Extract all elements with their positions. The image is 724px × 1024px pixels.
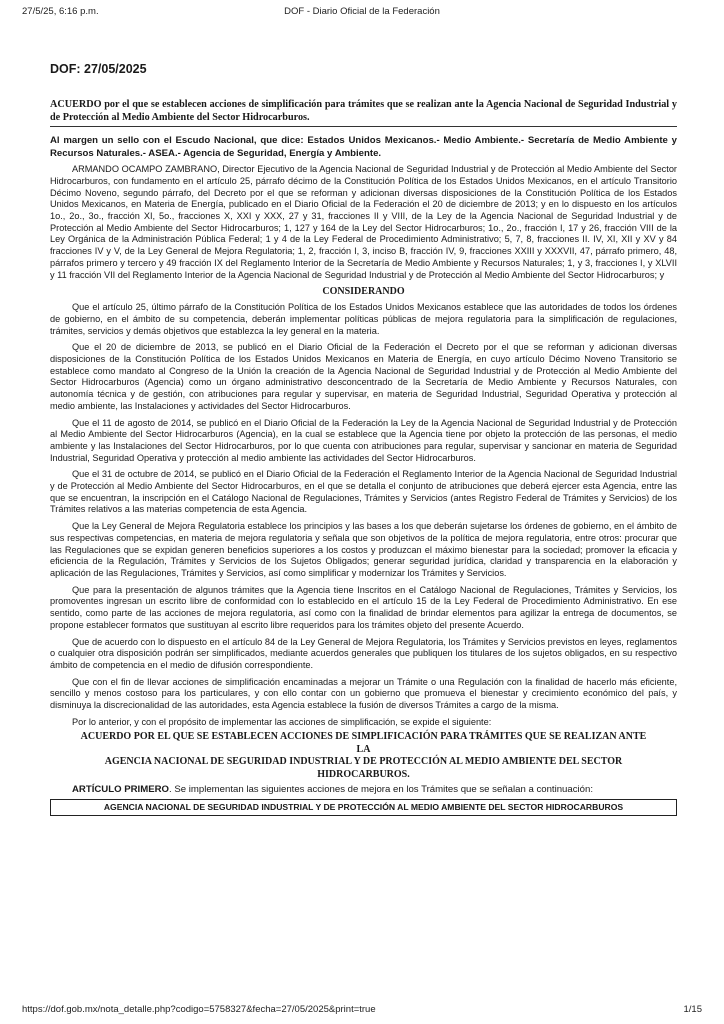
considerando-paragraph: Que la Ley General de Mejora Regulatoria establece los principios y las bases a los que deberán sujetarse los órdenes de gobierno, en el ámbito de sus respectivas competencias, en materia de mejora regulatoria y señala que son objetivos de la política de mejora regulatoria, entre otros: procurar que las Regulaciones que se expidan generen beneficios superiores a los costos y produzcan el máximo bienestar para la sociedad; promover la eficacia y eficiencia de la Regulación, Trámites y Servicios de los Sujetos Obligados; generar seguridad jurídica, claridad y transparencia en la elaboración y aplicación de las Regulaciones, Trámites y Servicios, así como simplificar y modernizar los Trámites y Servicios. <box>50 521 677 578</box>
considerando-heading: CONSIDERANDO <box>322 286 405 298</box>
acuerdo-heading-line: ACUERDO POR EL QUE SE ESTABLECEN ACCIONES DE SIMPLIFICACIÓN PARA TRÁMITES QUE SE REALIZAN ANTE <box>80 731 647 743</box>
considerando-paragraph: Que el artículo 25, último párrafo de la Constitución Política de los Estados Unidos Mexicanos establece que las autoridades de todos los órdenes de gobierno, en el ámbito de su competencia, deberán implementar políticas públicas de mejora regulatoria para la simplificación de regulaciones, trámites, servicios y demás objetivos que establezca la ley general en la materia. <box>50 302 677 336</box>
acuerdo-heading <box>50 731 677 781</box>
document-body <box>50 62 677 816</box>
acuerdo-heading-line: AGENCIA NACIONAL DE SEGURIDAD INDUSTRIAL Y DE PROTECCIÓN AL MEDIO AMBIENTE DEL SECTOR <box>104 756 623 768</box>
page-number: 1/15 <box>683 1004 702 1015</box>
articulo-primero <box>50 784 677 796</box>
print-footer <box>22 1004 702 1018</box>
dof-date: DOF: 27/05/2025 <box>50 62 147 76</box>
considerando-paragraph: Que de acuerdo con lo dispuesto en el artículo 84 de la Ley General de Mejora Regulatoria, los Trámites y Servicios previstos en leyes, reglamentos o cualquier otra disposición podrán ser simplificados, mediante acuerdos generales que publiquen los titulares de los sujetos obligados, en su respectivo ámbito de competencia en el medio de difusión correspondiente. <box>50 636 677 670</box>
considerando-paragraph: Que para la presentación de algunos trámites que la Agencia tiene Inscritos en el Catálogo Nacional de Regulaciones, Trámites y Servicios, los promoventes ingresan un escrito libre de conformidad con lo establecido en el artículo 15 de la Ley Federal de Procedimiento Administrativo. En ese sentido, como parte de las acciones de mejora regulatoria, así como con la finalidad de brindar elementos para agilizar la entrega de documentos, se propone establecer formatos que sustituyan al escrito libre requeridos para los trámites objeto del presente Acuerdo. <box>50 584 677 630</box>
print-url[interactable]: https://dof.gob.mx/nota_detalle.php?codigo=5758327&fecha=27/05/2025&print=true <box>22 1004 376 1015</box>
considerando-paragraph: Que el 31 de octubre de 2014, se publicó en el Diario Oficial de la Federación el Reglamento Interior de la Agencia Nacional de Seguridad Industrial y de Protección al Medio Ambiente del Sector Hidrocarburos, en el que se detalla el conjunto de atribuciones que deberá ejercer esta Agencia, entre las que se encuentran, la inscripción en el Catálogo Nacional de Regulaciones, Trámites y Servicios (antes Registro Federal de Trámites y Servicios) de los Trámites relativos a las materias competencia de esta Agencia. <box>50 469 677 515</box>
articulo-text: . Se implementan las siguientes acciones de mejora en los Trámites que se señalan a continuación: <box>169 784 593 796</box>
table-header: AGENCIA NACIONAL DE SEGURIDAD INDUSTRIAL Y DE PROTECCIÓN AL MEDIO AMBIENTE DEL SECTOR HIDROCARBUROS <box>50 799 677 816</box>
print-page-title: DOF - Diario Oficial de la Federación <box>284 6 440 17</box>
intro-paragraph: ARMANDO OCAMPO ZAMBRANO, Director Ejecutivo de la Agencia Nacional de Seguridad Industrial y de Protección al Medio Ambiente del Sector Hidrocarburos, con fundamento en el artículo 25, párrafo décimo de la Constitución Política de los Estados Unidos Mexicanos, en el artículo Transitorio Décimo Noveno, segundo párrafo, del Decreto por el que se reforman y adicionan diversas disposiciones de la Constitución Política de los Estados Unidos Mexicanos, en Materia de Energía, publicado en el Diario Oficial de la Federación el 20 de diciembre de 2013; y en lo dispuesto en los artículos 1o., 2o., 3o., fracción XI, 5o., fracciones X, XXI y XXX, 27 y 31, fracciones II y VIII, de la Ley de la Agencia Nacional de Seguridad Industrial y de Protección al Medio Ambiente del Sector Hidrocarburos; 1, 127 y 164 de la Ley del Sector Hidrocarburos; 1o., 2o., fracción I, 17 y 26, fracción VIII de la Ley Orgánica de la Administración Pública Federal; 1 y 4 de la Ley Federal de Procedimiento Administrativo; 5, 7, 8, fracciones II. IV, XI, XII y XV y 84 fracciones IV y V, de la Ley General de Mejora Regulatoria; 1, 2, fracción I, 3, inciso B, fracción IV, 9, fracciones XXIII y XXXVII, 47, párrafo primero, 48, párrafos primero y tercero y 49 fracción IX del Reglamento Interior de la Secretaría de Medio Ambiente y Recursos Naturales; 1, y 3, fracciones I, y XLVII y 11 fracción VII del Reglamento Interior de la Agencia Nacional de Seguridad Industrial y de Protección al Medio Ambiente del Sector Hidrocarburos; y <box>50 164 677 280</box>
articulo-label: ARTÍCULO PRIMERO <box>72 784 170 796</box>
seal-paragraph: Al margen un sello con el Escudo Nacional, que dice: Estados Unidos Mexicanos.- Medio Ambiente.- Secretaría de Medio Ambiente y Recursos Naturales.- ASEA.- Agencia de Seguridad, Energía y Ambiente. <box>50 135 677 159</box>
considerando-paragraph: Por lo anterior, y con el propósito de implementar las acciones de simplificación, se expide el siguiente: <box>72 716 492 727</box>
print-header <box>22 6 702 20</box>
considerando-paragraph: Que el 11 de agosto de 2014, se publicó en el Diario Oficial de la Federación la Ley de la Agencia Nacional de Seguridad Industrial y de Protección al Medio Ambiente del Sector Hidrocarburos (Agencia), en la cual se establece que la Agencia tiene por objeto la protección de las personas, el medio ambiente y las Instalaciones del Sector Hidrocarburos, por lo que cuenta con atribuciones para regular, supervisar y sancionar en materia de Seguridad Industrial, Seguridad Operativa y protección al medio ambiente las actividades del Sector Hidrocarburos. <box>50 417 677 463</box>
document-title: ACUERDO por el que se establecen acciones de simplificación para trámites que se realizan ante la Agencia Nacional de Seguridad Industrial y de Protección al Medio Ambiente del Sector Hidrocarburos. <box>50 98 677 127</box>
print-datetime: 27/5/25, 6:16 p.m. <box>22 6 99 17</box>
acuerdo-heading-line: HIDROCARBUROS. <box>317 768 410 780</box>
considerando-paragraph: Que con el fin de llevar acciones de simplificación encaminadas a mejorar un Trámite o una Regulación con la finalidad de hacerlo más eficiente, sencillo y menos costoso para los particulares, y con ello contar con un gobierno que promueva el bienestar y crecimiento económico del país, y disminuya la discrecionalidad de las autoridades, esta Agencia establece la fusión de diversos Trámites a cargo de la misma. <box>50 676 677 711</box>
considerando-paragraph: Que el 20 de diciembre de 2013, se publicó en el Diario Oficial de la Federación el Decreto por el que se reforman y adicionan diversas disposiciones de la Constitución Política de los Estados Unidos Mexicanos en Materia de Energía, en cuyo artículo Décimo Noveno Transitorio se establece como mandato al Congreso de la Unión la creación de la Agencia Nacional de Seguridad Industrial y de Protección al Medio Ambiente del Sector Hidrocarburos (Agencia) como un órgano administrativo desconcentrado de la Secretaría de Medio Ambiente y Recursos Naturales, con autonomía técnica y de gestión, con atribuciones para regular y supervisar, en materia de Seguridad Industrial, Seguridad Operativa y protección al medio ambiente, las Instalaciones y actividades del Sector Hidrocarburos. <box>50 342 677 411</box>
acuerdo-heading-line: LA <box>356 743 371 755</box>
